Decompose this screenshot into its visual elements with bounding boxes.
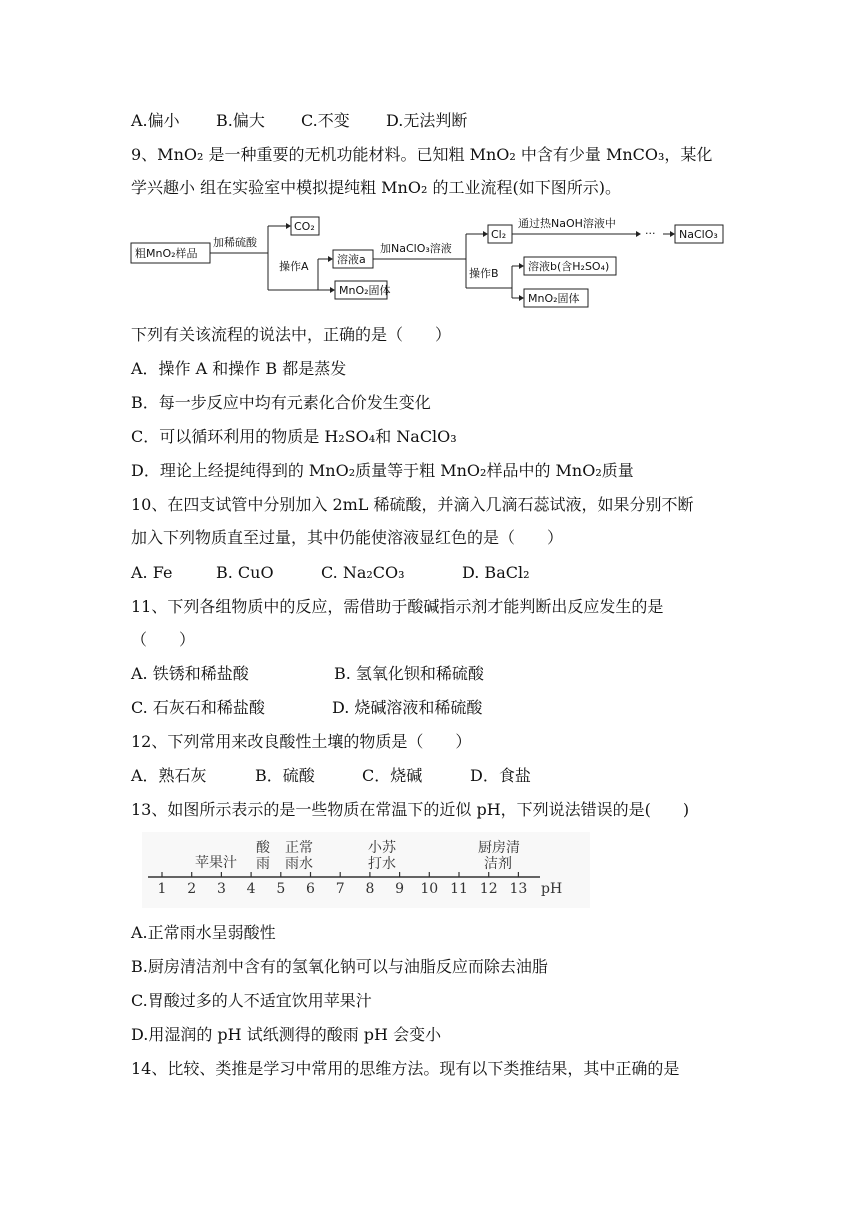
q9-option-d: D．理论上经提纯得到的 MnO₂质量等于粗 MnO₂样品中的 MnO₂质量 [131, 461, 634, 480]
q11-stem-line2: （ ） [131, 630, 196, 649]
flow-dots: ··· [645, 227, 656, 240]
q10-option-d: D. BaCl₂ [462, 563, 530, 582]
flow-co2-label: CO₂ [294, 220, 315, 233]
ph-label-acid-rain-1: 酸 [256, 840, 270, 856]
q8-option-b: B.偏大 [216, 111, 265, 130]
ph-tick-label: 11 [450, 881, 468, 897]
flow-sol-a-label: 溶液a [337, 253, 366, 266]
ph-tick-label: 12 [479, 881, 498, 897]
q9-option-a: A．操作 A 和操作 B 都是蒸发 [131, 359, 347, 378]
q10-option-a: A. Fe [131, 563, 173, 582]
flow-hot-naoh-label: 通过热NaOH溶液中 [518, 217, 616, 230]
flow-op-a-label: 操作A [279, 260, 309, 273]
q13-stem: 13、如图所示表示的是一些物质在常温下的近似 pH，下列说法错误的是( ) [131, 800, 690, 819]
ph-label-soda-1: 小苏 [368, 840, 396, 856]
q12-stem: 12、下列常用来改良酸性土壤的物质是（ ） [131, 732, 472, 751]
ph-tick-label: 7 [335, 881, 345, 897]
q11-option-c: C. 石灰石和稀盐酸 [131, 698, 265, 717]
q9-option-b: B．每一步反应中均有元素化合价发生变化 [131, 393, 431, 412]
q13-option-d: D.用湿润的 pH 试纸测得的酸雨 pH 会变小 [131, 1025, 442, 1044]
q14-stem: 14、比较、类推是学习中常用的思维方法。现有以下类推结果，其中正确的是 [131, 1059, 680, 1078]
q12-option-a: A．熟石灰 [131, 766, 207, 785]
ph-tick-label: 1 [157, 881, 167, 897]
q13-option-c: C.胃酸过多的人不适宜饮用苹果汁 [131, 991, 372, 1010]
q11-option-b: B. 氢氧化钡和稀硫酸 [334, 664, 484, 683]
ph-label-cleaner-1: 厨房清 [478, 840, 520, 856]
flow-mno2-1-label: MnO₂固体 [339, 284, 391, 297]
q13-option-a: A.正常雨水呈弱酸性 [131, 923, 276, 942]
q10-option-b: B. CuO [216, 563, 274, 582]
flow-mno2-2-label: MnO₂固体 [528, 292, 580, 305]
q10-option-c: C. Na₂CO₃ [321, 563, 405, 582]
ph-tick-label: 9 [395, 881, 405, 897]
q9-option-c: C．可以循环利用的物质是 H₂SO₄和 NaClO₃ [131, 427, 457, 446]
q10-stem-line2: 加入下列物质直至过量，其中仍能使溶液显红色的是（ ） [131, 528, 564, 547]
ph-label-acid-rain-2: 雨 [256, 856, 270, 872]
flow-naclo3-label: NaClO₃ [679, 228, 718, 241]
q9-question: 下列有关该流程的说法中，正确的是（ ） [131, 325, 452, 344]
ph-tick-label: 6 [306, 881, 315, 897]
flow-start-label: 粗MnO₂样品 [135, 247, 198, 260]
flow-add-naclo3-label: 加NaClO₃溶液 [380, 242, 452, 255]
ph-tick-label: 13 [509, 881, 528, 897]
q9-stem-line2: 学兴趣小 组在实验室中模拟提纯粗 MnO₂ 的工业流程(如下图所示)。 [131, 178, 621, 197]
q11-option-d: D. 烧碱溶液和稀硫酸 [332, 698, 483, 717]
ph-label-apple-juice: 苹果汁 [195, 855, 237, 871]
q11-option-a: A. 铁锈和稀盐酸 [131, 664, 249, 683]
ph-tick-label: 8 [365, 881, 375, 897]
ph-tick-label: 10 [420, 881, 439, 897]
q12-option-d: D．食盐 [470, 766, 531, 785]
q8-option-c: C.不变 [301, 111, 350, 130]
ph-label-cleaner-2: 洁剂 [484, 856, 512, 872]
flow-cl2-label: Cl₂ [491, 228, 507, 241]
q8-option-a: A.偏小 [131, 111, 180, 130]
ph-tick-label: 4 [246, 881, 256, 897]
flow-sol-b-label: 溶液b(含H₂SO₄) [528, 260, 610, 273]
q12-option-b: B．硫酸 [255, 766, 315, 785]
flow-op-b-label: 操作B [469, 267, 499, 280]
flow-acid-label: 加稀硫酸 [213, 236, 257, 249]
q10-stem-line1: 10、在四支试管中分别加入 2mL 稀硫酸，并滴入几滴石蕊试液，如果分别不断 [131, 495, 694, 514]
q8-option-d: D.无法判断 [386, 111, 468, 130]
q11-stem-line1: 11、下列各组物质中的反应，需借助于酸碱指示剂才能判断出反应发生的是 [131, 597, 664, 616]
ph-label-soda-2: 打水 [368, 856, 396, 872]
ph-tick-label: 5 [276, 881, 286, 897]
q12-option-c: C．烧碱 [362, 766, 423, 785]
ph-tick-label: 2 [187, 881, 197, 897]
ph-label-normal-rain-2: 雨水 [285, 856, 313, 872]
ph-tick-label: 3 [216, 881, 226, 897]
ph-unit-label: pH [541, 881, 563, 897]
q13-option-b: B.厨房清洁剂中含有的氢氧化钠可以与油脂反应而除去油脂 [131, 957, 548, 976]
ph-label-normal-rain-1: 正常 [285, 840, 313, 856]
q9-stem-line1: 9、MnO₂ 是一种重要的无机功能材料。已知粗 MnO₂ 中含有少量 MnCO₃，某化 [131, 145, 713, 164]
